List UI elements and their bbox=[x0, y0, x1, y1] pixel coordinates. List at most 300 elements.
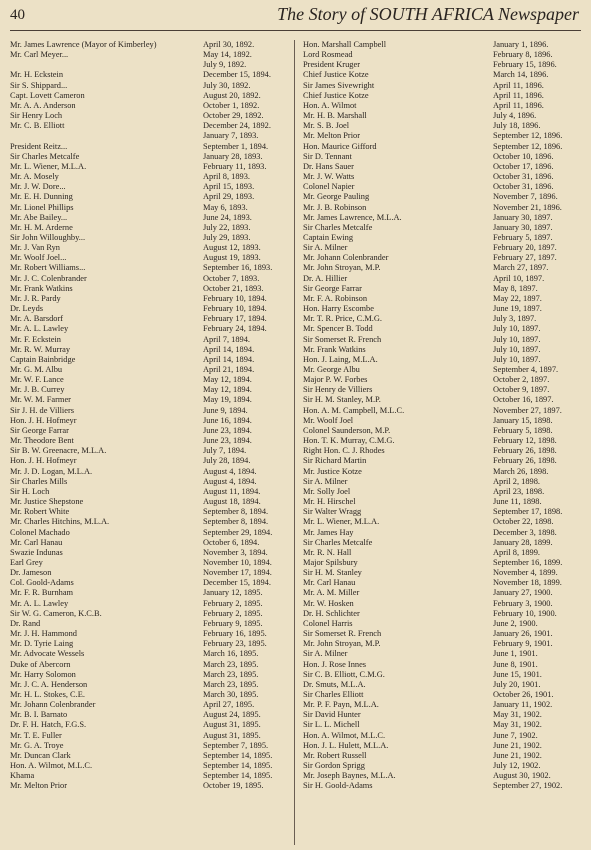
entry-name: Sir Somerset R. French bbox=[303, 629, 382, 639]
entry-name: Mr. F. Eckstein bbox=[10, 334, 61, 344]
entry-name: Mr. Lionel Phillips bbox=[10, 202, 74, 212]
entry-name: Sir Somerset R. French bbox=[303, 334, 382, 344]
list-item bbox=[10, 314, 290, 324]
list-item bbox=[303, 385, 583, 395]
list-item bbox=[303, 680, 583, 690]
list-item bbox=[10, 660, 290, 670]
entry-name: Major Spilsbury bbox=[303, 557, 358, 567]
entry-date: October 22, 1898. bbox=[493, 517, 554, 527]
list-item bbox=[10, 243, 290, 253]
entry-name: Mr. Harry Solomon bbox=[10, 669, 76, 679]
list-item bbox=[303, 81, 583, 91]
list-item bbox=[10, 142, 290, 152]
entry-name: Hon. Maurice Gifford bbox=[303, 141, 377, 151]
list-item bbox=[10, 558, 290, 568]
entry-date: October 29, 1892. bbox=[203, 111, 264, 121]
entry-date: August 30, 1902. bbox=[493, 771, 551, 781]
entry-name: Sir A. Milner bbox=[303, 243, 348, 253]
list-item bbox=[303, 649, 583, 659]
entry-name: Mr. Johann Colenbrander bbox=[10, 700, 96, 710]
list-item bbox=[303, 507, 583, 517]
entry-name: Sir Charles Elliott bbox=[303, 690, 364, 699]
list-item bbox=[303, 243, 583, 253]
list-item bbox=[303, 619, 583, 629]
entry-name: Mr. J. H. Hammond bbox=[10, 629, 77, 639]
list-item bbox=[303, 700, 583, 710]
list-item bbox=[10, 781, 290, 791]
entry-date: July 9, 1892. bbox=[203, 60, 247, 70]
list-item bbox=[303, 152, 583, 162]
entry-name: Dr. Rand bbox=[10, 618, 41, 628]
list-item bbox=[303, 731, 583, 741]
entry-date: February 9, 1901. bbox=[493, 639, 553, 649]
entry-name: Mr. A. Barsdorf bbox=[10, 314, 64, 324]
entry-date: September 27, 1902. bbox=[493, 781, 563, 791]
entry-name: Mr. F. A. Robinson bbox=[303, 293, 368, 303]
entry-name: Mr. A. A. Anderson bbox=[10, 100, 76, 110]
entry-name: Mr. Carl Hanau bbox=[303, 578, 356, 588]
entry-name: Mr. James Lawrence, M.L.A. bbox=[303, 212, 402, 222]
entry-name: Mr. J. Van Ryn bbox=[10, 243, 60, 253]
list-item bbox=[10, 700, 290, 710]
entry-name: Sir Charles Metcalfe bbox=[303, 537, 373, 547]
entry-name: Dr. F. H. Hatch, F.G.S. bbox=[10, 720, 87, 730]
list-item bbox=[10, 599, 290, 609]
entry-name: Mr. H. Eckstein bbox=[10, 70, 64, 80]
list-item bbox=[10, 40, 290, 50]
entry-date: June 21, 1902. bbox=[493, 740, 542, 750]
list-item bbox=[303, 263, 583, 273]
list-item bbox=[303, 660, 583, 670]
entry-name: Chief Justice Kotze bbox=[303, 70, 369, 80]
entry-name: Mr. R. W. Murray bbox=[10, 344, 71, 354]
entry-date: July 10, 1897. bbox=[493, 354, 541, 364]
list-item bbox=[303, 568, 583, 578]
entry-name: Mr. Melton Prior bbox=[303, 131, 360, 141]
list-item bbox=[303, 771, 583, 781]
entry-date: October 2, 1897. bbox=[493, 375, 550, 385]
entry-name: Mr. Solly Joel bbox=[303, 486, 351, 496]
entry-name: Sir A. Milner bbox=[303, 649, 348, 659]
entry-date: July 22, 1893. bbox=[203, 222, 251, 232]
entry-name: Sir Charles Metcalfe bbox=[303, 222, 373, 232]
list-item bbox=[303, 710, 583, 720]
list-item bbox=[10, 304, 290, 314]
entry-date: April 23, 1898. bbox=[493, 486, 545, 496]
entry-date: April 11, 1896. bbox=[493, 100, 544, 110]
entry-name: Colonel Napier bbox=[303, 182, 355, 192]
entry-name: Mr. B. I. Barnato bbox=[10, 710, 68, 720]
entry-name: Hon. T. K. Murray, C.M.G. bbox=[303, 436, 395, 446]
entry-name: Mr. J. B. Currey bbox=[10, 385, 65, 395]
entry-date: September 12, 1896. bbox=[493, 131, 563, 141]
entry-name: Sir John Willoughby... bbox=[10, 232, 86, 242]
entry-name: Mr. George Albu bbox=[303, 365, 360, 374]
entry-date: February 27, 1897. bbox=[493, 253, 557, 263]
list-item bbox=[303, 91, 583, 101]
entry-date: February 10, 1900. bbox=[493, 608, 557, 618]
list-item bbox=[10, 446, 290, 456]
entry-date: February 17, 1894. bbox=[203, 314, 267, 324]
list-item bbox=[10, 720, 290, 730]
entry-name: Sir Richard Martin bbox=[303, 456, 367, 466]
list-item bbox=[10, 324, 290, 334]
entry-name: Mr. Johann Colenbrander bbox=[303, 253, 389, 263]
entry-name: Mr. Theodore Bent bbox=[10, 436, 74, 446]
entry-date: May 31, 1902. bbox=[493, 710, 542, 720]
entry-name: Mr. W. M. Farmer bbox=[10, 395, 71, 405]
entry-date: February 11, 1893. bbox=[203, 161, 267, 171]
entry-date: May 31, 1902. bbox=[493, 720, 542, 730]
entry-name: Sir David Hunter bbox=[303, 710, 361, 720]
entry-name: Mr. Melton Prior bbox=[10, 781, 67, 791]
list-item bbox=[10, 355, 290, 365]
list-item bbox=[303, 111, 583, 121]
entry-name: Sir B. W. Greenacre, M.L.A. bbox=[10, 446, 107, 456]
entry-date: August 31, 1895. bbox=[203, 720, 261, 730]
list-item bbox=[303, 284, 583, 294]
entry-date: May 14, 1892. bbox=[203, 50, 252, 60]
entry-name: Colonel Machado bbox=[10, 527, 70, 537]
list-item bbox=[10, 477, 290, 487]
entry-name: Earl Grey bbox=[10, 557, 43, 567]
list-item bbox=[10, 294, 290, 304]
entry-date: December 15, 1894. bbox=[203, 70, 271, 80]
entry-date: January 15, 1898. bbox=[493, 415, 553, 425]
entry-name: Mr. Robert White bbox=[10, 507, 70, 517]
entry-name: Hon. A. Wilmot, M.L.C. bbox=[303, 730, 386, 740]
entry-name: Mr. Frank Watkins bbox=[10, 283, 73, 293]
entry-name: Chief Justice Kotze bbox=[303, 90, 369, 100]
entry-date: October 1, 1892. bbox=[203, 100, 260, 110]
entry-name: Right Hon. C. J. Rhodes bbox=[303, 446, 385, 456]
entry-date: January 1, 1896. bbox=[493, 40, 549, 49]
entry-date: February 3, 1900. bbox=[493, 598, 553, 608]
list-item bbox=[10, 284, 290, 294]
entry-date: September 7, 1895. bbox=[203, 740, 269, 750]
entry-name: Mr. A. L. Lawley bbox=[10, 324, 69, 334]
list-item bbox=[10, 263, 290, 273]
list-item bbox=[303, 426, 583, 436]
header-rule bbox=[10, 30, 581, 31]
entry-date: July 10, 1897. bbox=[493, 344, 541, 354]
list-item bbox=[303, 40, 583, 50]
entry-name: Mr. Joseph Baynes, M.L.A. bbox=[303, 771, 396, 781]
entry-name: Mr. A. Mosely bbox=[10, 172, 59, 182]
entry-date: February 10, 1894. bbox=[203, 293, 267, 303]
entry-date: October 31, 1896. bbox=[493, 182, 554, 192]
entry-date: February 26, 1898. bbox=[493, 446, 557, 456]
list-item bbox=[303, 599, 583, 609]
entry-date: August 4, 1894. bbox=[203, 476, 257, 486]
entry-date: October 10, 1896. bbox=[493, 151, 554, 161]
entry-name: Khama bbox=[10, 771, 35, 781]
entry-name: Dr. Smuts, M.L.A. bbox=[303, 679, 366, 689]
entry-name: Mr. H. B. Marshall bbox=[303, 111, 367, 121]
list-item bbox=[303, 720, 583, 730]
list-item bbox=[10, 233, 290, 243]
list-item bbox=[10, 487, 290, 497]
entry-name: Captain Ewing bbox=[303, 232, 354, 242]
entry-date: June 2, 1900. bbox=[493, 618, 538, 628]
entry-date: June 9, 1894. bbox=[203, 405, 248, 415]
list-item bbox=[10, 771, 290, 781]
list-item bbox=[303, 365, 583, 375]
list-item bbox=[10, 213, 290, 223]
entry-date: April 2, 1898. bbox=[493, 476, 540, 486]
entry-date: July 29, 1893. bbox=[203, 232, 251, 242]
entry-date: January 26, 1901. bbox=[493, 629, 553, 639]
column-divider bbox=[294, 40, 295, 845]
list-item bbox=[303, 182, 583, 192]
entry-date: May 12, 1894. bbox=[203, 385, 252, 395]
list-item bbox=[303, 304, 583, 314]
entry-date: February 20, 1897. bbox=[493, 243, 557, 253]
list-item bbox=[10, 152, 290, 162]
entry-name: Hon. A. Wilmot, M.L.C. bbox=[10, 761, 93, 771]
entry-date: July 18, 1896. bbox=[493, 121, 541, 131]
list-item bbox=[10, 385, 290, 395]
entry-name: Mr. Robert Williams... bbox=[10, 263, 86, 273]
entry-date: April 10, 1897. bbox=[493, 273, 545, 283]
entry-date: February 26, 1898. bbox=[493, 456, 557, 466]
list-item bbox=[10, 690, 290, 700]
list-item bbox=[10, 507, 290, 517]
entry-date: September 29, 1894. bbox=[203, 527, 273, 537]
entry-date: November 17, 1894. bbox=[203, 568, 272, 578]
entry-name: Hon. Marshall Campbell bbox=[303, 40, 387, 49]
entry-name: Sir L. L. Michell bbox=[303, 720, 360, 730]
list-item bbox=[10, 731, 290, 741]
list-item bbox=[303, 436, 583, 446]
list-item bbox=[10, 548, 290, 558]
list-item bbox=[10, 710, 290, 720]
entry-date: February 16, 1895. bbox=[203, 629, 267, 639]
list-item bbox=[10, 426, 290, 436]
entry-name: Sir A. Milner bbox=[303, 476, 348, 486]
list-item bbox=[303, 588, 583, 598]
entry-name: Mr. J. C. A. Henderson bbox=[10, 679, 88, 689]
entry-date: July 3, 1897. bbox=[493, 314, 537, 324]
entry-name: Mr. G. M. Albu bbox=[10, 365, 63, 374]
list-item bbox=[10, 629, 290, 639]
entry-date: May 8, 1897. bbox=[493, 283, 538, 293]
entry-name: Sir George Farrar bbox=[303, 283, 362, 293]
list-item bbox=[303, 60, 583, 70]
entry-date: January 30, 1897. bbox=[493, 212, 553, 222]
list-item bbox=[303, 101, 583, 111]
entry-date: June 21, 1902. bbox=[493, 750, 542, 760]
entry-date: August 19, 1893. bbox=[203, 253, 261, 263]
list-item bbox=[303, 131, 583, 141]
entry-name: Mr. L. Wiener, M.L.A. bbox=[303, 517, 380, 527]
entry-name: Sir C. B. Elliott, C.M.G. bbox=[303, 669, 385, 679]
list-item bbox=[303, 609, 583, 619]
entry-date: September 14, 1895. bbox=[203, 761, 273, 771]
list-item bbox=[10, 131, 290, 141]
entry-date: October 19, 1895. bbox=[203, 781, 264, 791]
list-item bbox=[10, 436, 290, 446]
entry-name: Sir Henry de Villiers bbox=[303, 385, 373, 395]
entry-date: August 4, 1894. bbox=[203, 466, 257, 476]
entry-date: September 16, 1899. bbox=[493, 557, 563, 567]
entry-date: February 10, 1894. bbox=[203, 304, 267, 314]
list-item bbox=[303, 487, 583, 497]
entry-date: February 2, 1895. bbox=[203, 608, 263, 618]
list-item bbox=[10, 680, 290, 690]
entry-date: June 11, 1898. bbox=[493, 497, 542, 507]
entry-date: January 12, 1895. bbox=[203, 588, 263, 598]
entry-date: April 27, 1895. bbox=[203, 700, 255, 710]
entry-date: March 23, 1895. bbox=[203, 669, 259, 679]
entry-name: Sir Charles Mills bbox=[10, 476, 68, 486]
list-item bbox=[10, 639, 290, 649]
entry-name: Mr. Advocate Wessels bbox=[10, 649, 85, 659]
list-item bbox=[303, 497, 583, 507]
entry-date: February 23, 1895. bbox=[203, 639, 267, 649]
entry-name: Sir H. M. Stanley bbox=[303, 568, 362, 578]
list-item bbox=[303, 690, 583, 700]
entry-date: July 30, 1892. bbox=[203, 80, 251, 90]
entry-name: Mr. J. R. Pardy bbox=[10, 293, 61, 303]
entry-name: Mr. C. B. Elliott bbox=[10, 121, 65, 131]
entry-name: Sir H. Goold-Adams bbox=[303, 781, 373, 791]
list-item bbox=[10, 497, 290, 507]
list-item bbox=[10, 456, 290, 466]
entry-name: Mr. Abe Bailey... bbox=[10, 212, 68, 222]
entry-name: Sir Walter Wragg bbox=[303, 507, 362, 517]
list-item bbox=[303, 121, 583, 131]
entry-name: Sir H. Loch bbox=[10, 486, 50, 496]
list-item bbox=[10, 91, 290, 101]
list-item bbox=[303, 335, 583, 345]
entry-date: January 30, 1897. bbox=[493, 222, 553, 232]
entry-name: Mr. J. D. Logan, M.L.A. bbox=[10, 466, 93, 476]
list-item bbox=[303, 751, 583, 761]
list-item bbox=[303, 446, 583, 456]
list-item bbox=[303, 324, 583, 334]
entry-date: November 4, 1899. bbox=[493, 568, 558, 578]
entry-name: Mr. John Stroyan, M.P. bbox=[303, 263, 381, 273]
list-item bbox=[303, 142, 583, 152]
entry-date: September 8, 1894. bbox=[203, 517, 269, 527]
entry-date: October 26, 1901. bbox=[493, 690, 554, 699]
entry-name: Mr. J. W. Dore... bbox=[10, 182, 66, 192]
list-item bbox=[10, 467, 290, 477]
entry-date: May 19, 1894. bbox=[203, 395, 252, 405]
list-item bbox=[303, 558, 583, 568]
list-item bbox=[303, 192, 583, 202]
entry-date: January 28, 1899. bbox=[493, 537, 553, 547]
entry-date: April 15, 1893. bbox=[203, 182, 255, 192]
entry-date: June 23, 1894. bbox=[203, 436, 252, 446]
entry-name: Mr. Carl Hanau bbox=[10, 537, 63, 547]
entry-date: February 5, 1898. bbox=[493, 425, 553, 435]
entry-name: Mr. T. R. Price, C.M.G. bbox=[303, 314, 383, 324]
list-item bbox=[303, 233, 583, 243]
entry-name: Captain Bainbridge bbox=[10, 354, 76, 364]
entry-date: November 3, 1894. bbox=[203, 547, 268, 557]
entry-date: March 30, 1895. bbox=[203, 690, 259, 699]
list-item bbox=[10, 182, 290, 192]
list-item bbox=[303, 213, 583, 223]
entry-date: September 17, 1898. bbox=[493, 507, 563, 517]
entry-name: Mr. Woolf Joel... bbox=[10, 253, 67, 263]
entry-name: Sir W. G. Cameron, K.C.B. bbox=[10, 608, 102, 618]
entry-date: June 1, 1901. bbox=[493, 649, 538, 659]
list-item bbox=[303, 345, 583, 355]
list-item bbox=[10, 162, 290, 172]
entry-name: Swazie Indunas bbox=[10, 547, 63, 557]
page-header bbox=[10, 6, 581, 28]
entry-date: July 10, 1897. bbox=[493, 334, 541, 344]
entry-date: September 14, 1895. bbox=[203, 771, 273, 781]
page-title: The Story of SOUTH AFRICA Newspaper bbox=[277, 4, 579, 24]
entry-date: May 6, 1893. bbox=[203, 202, 248, 212]
entry-date: December 24, 1892. bbox=[203, 121, 271, 131]
entry-date: August 12, 1893. bbox=[203, 243, 261, 253]
list-item bbox=[10, 70, 290, 80]
list-item bbox=[10, 588, 290, 598]
list-item bbox=[10, 50, 290, 60]
list-item bbox=[303, 741, 583, 751]
list-item bbox=[303, 314, 583, 324]
entry-date: March 16, 1895. bbox=[203, 649, 259, 659]
entry-name: Mr. Robert Russell bbox=[303, 750, 367, 760]
entry-name: Mr. Frank Watkins bbox=[303, 344, 366, 354]
list-item bbox=[303, 406, 583, 416]
entry-date: September 8, 1894. bbox=[203, 507, 269, 517]
list-item bbox=[303, 761, 583, 771]
entry-date: September 4, 1897. bbox=[493, 365, 559, 374]
entry-date: September 16, 1893. bbox=[203, 263, 273, 273]
entry-date: June 19, 1897. bbox=[493, 304, 542, 314]
entry-name: Hon. Harry Escombe bbox=[303, 304, 374, 314]
list-item bbox=[303, 477, 583, 487]
list-item bbox=[10, 365, 290, 375]
entry-name: Dr. Hans Sauer bbox=[303, 161, 354, 171]
entry-name: Mr. P. F. Payn, M.L.A. bbox=[303, 700, 379, 710]
entry-date: June 8, 1901. bbox=[493, 659, 538, 669]
entry-date: April 29, 1893. bbox=[203, 192, 255, 202]
list-item bbox=[303, 395, 583, 405]
entry-name: Mr. James Hay bbox=[303, 527, 354, 537]
entry-date: July 7, 1894. bbox=[203, 446, 247, 456]
list-item bbox=[303, 639, 583, 649]
entry-date: September 1, 1894. bbox=[203, 141, 269, 151]
entry-date: November 18, 1899. bbox=[493, 578, 562, 588]
entry-date: April 30, 1892. bbox=[203, 40, 255, 49]
entry-date: October 17, 1896. bbox=[493, 161, 554, 171]
entry-name: Mr. Carl Meyer... bbox=[10, 50, 69, 60]
entry-date: April 11, 1896. bbox=[493, 90, 544, 100]
list-item bbox=[303, 355, 583, 365]
entry-name: Mr. F. R. Burnham bbox=[10, 588, 74, 598]
entry-name: Mr. S. B. Joel bbox=[303, 121, 350, 131]
list-item bbox=[10, 81, 290, 91]
entry-name: Mr. Justice Shepstone bbox=[10, 497, 84, 507]
list-item bbox=[10, 111, 290, 121]
list-item bbox=[10, 609, 290, 619]
entry-date: October 16, 1897. bbox=[493, 395, 554, 405]
entry-name: Mr. George Pauling bbox=[303, 192, 370, 202]
entry-name: Sir Gordon Sprigg bbox=[303, 761, 365, 771]
list-item bbox=[10, 121, 290, 131]
entry-date: August 20, 1892. bbox=[203, 90, 261, 100]
entry-date: November 27, 1897. bbox=[493, 405, 562, 415]
entry-name: Major P. W. Forbes bbox=[303, 375, 368, 385]
list-item bbox=[303, 578, 583, 588]
